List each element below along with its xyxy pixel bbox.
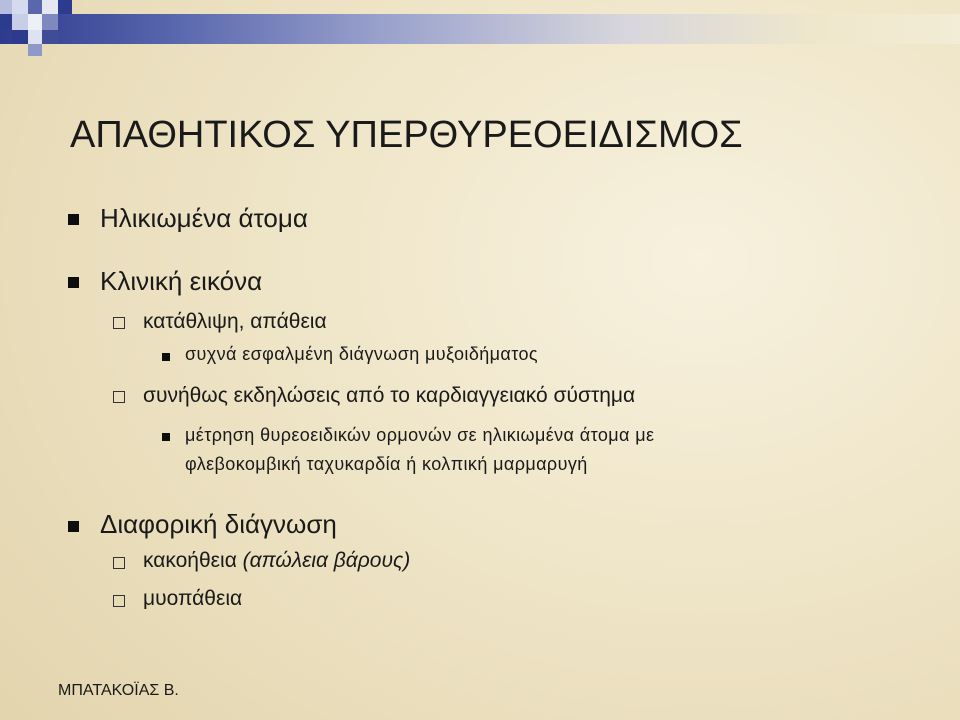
header-gradient-bar: [0, 14, 960, 44]
bullet-text: Κλινική εικόνα: [100, 266, 263, 296]
bullet-text: συχνά εσφαλμένη διάγνωση μυξοιδήματος: [185, 344, 538, 364]
square-bullet-icon: [68, 521, 79, 532]
bullet-text-italic: (απώλεια βάρους): [242, 549, 411, 572]
bullet-text: κατάθλιψη, απάθεια: [143, 310, 327, 333]
bullet-text: Ηλικιωμένα άτομα: [100, 203, 308, 233]
hollow-square-bullet-icon: [113, 317, 125, 329]
square-bullet-icon: [68, 214, 79, 225]
hollow-square-bullet-icon: [113, 557, 125, 569]
hollow-square-bullet-icon: [113, 595, 125, 607]
bullet-text: μυοπάθεια: [143, 587, 243, 610]
bullet-text-line1: μέτρηση θυρεοειδικών ορμονών σε ηλικιωμένα άτομα με: [185, 425, 655, 445]
small-square-bullet-icon: [162, 433, 170, 441]
bullet-text: Διαφορική διάγνωση: [100, 509, 337, 539]
bullet-text: συνήθως εκδηλώσεις από το καρδιαγγειακό σύστημα: [143, 384, 636, 407]
slide-footer-author: ΜΠΑΤΑΚΟΪΑΣ Β.: [58, 682, 179, 699]
bullet-text-line2: φλεβοκομβική ταχυκαρδία ή κολπική μαρμαρυγή: [185, 454, 588, 474]
hollow-square-bullet-icon: [113, 391, 125, 403]
bullet-text: κακοήθεια (απώλεια βάρους): [143, 549, 411, 572]
slide-title: ΑΠΑΘΗΤΙΚΟΣ ΥΠΕΡΘΥΡΕΟΕΙΔΙΣΜΟΣ: [70, 114, 743, 156]
square-bullet-icon: [68, 277, 79, 288]
small-square-bullet-icon: [162, 353, 170, 361]
